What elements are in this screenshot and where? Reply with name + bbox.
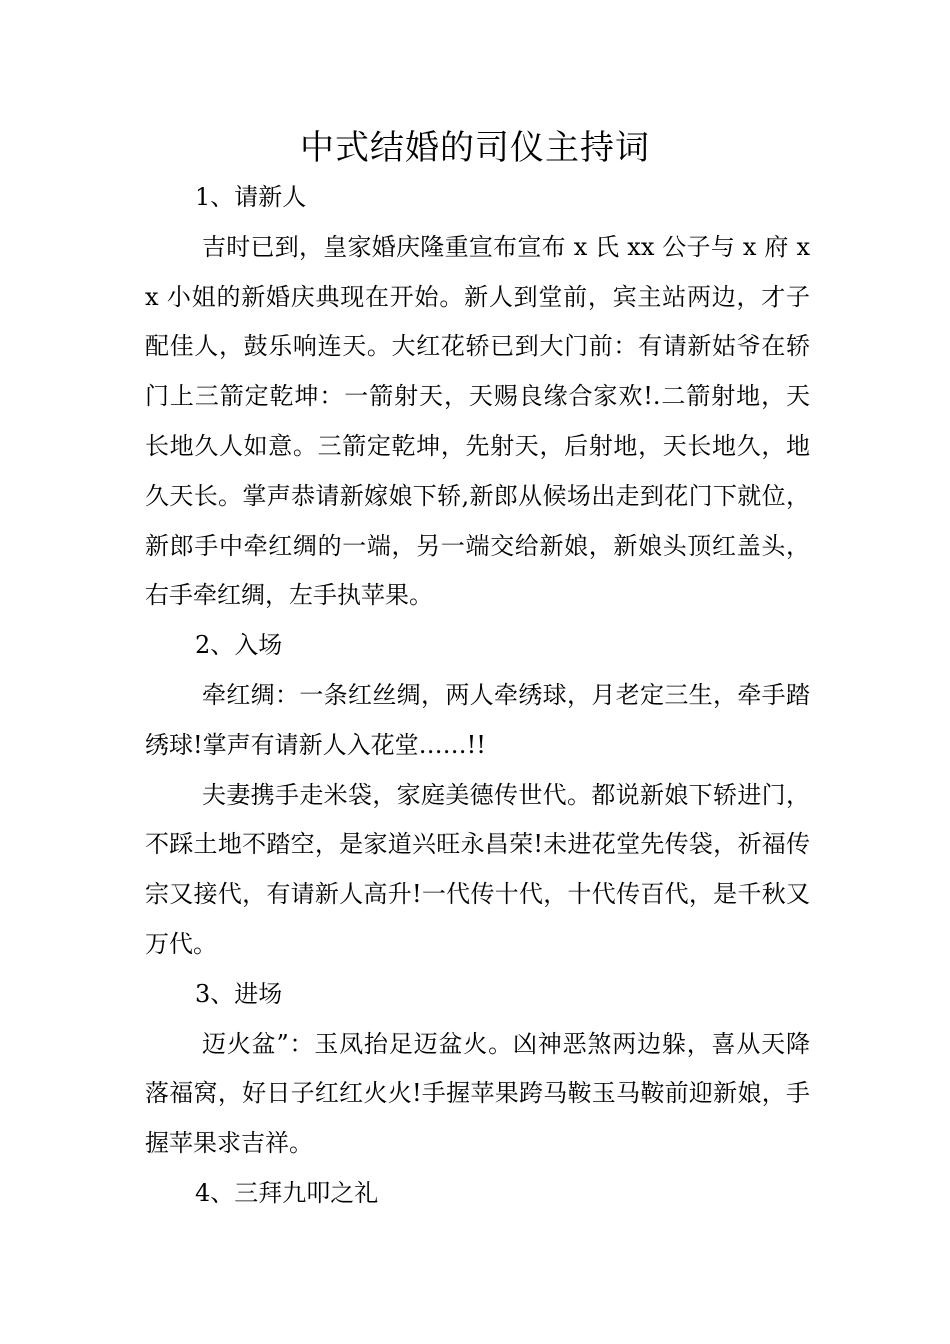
document-title: 中式结婚的司仪主持词 [300,128,650,168]
section-heading-2: 2、入场 [195,631,283,660]
paragraph-2-2: 夫妻携手走米袋，家庭美德传世代。都说新娘下轿进门，不踩土地不踏空，是家道兴旺永昌荣!未进花堂先传袋，祈福传宗又接代，有请新人高升!一代传十代，十代传百代，是千秋又万代。 [145,780,810,958]
section-heading-3: 3、进场 [195,979,283,1008]
document-body [145,173,810,1219]
paragraph-2-1: 牵红绸：一条红丝绸，两人牵绣球，月老定三生，牵手踏绣球!掌声有请新人入花堂……!! [145,680,810,759]
paragraph-3-1: 迈火盆”：玉凤抬足迈盆火。凶神恶煞两边躲，喜从天降落福窝，好日子红红火火!手握苹果跨马鞍玉马鞍前迎新娘，手握苹果求吉祥。 [145,1029,810,1158]
section-heading-4: 4、三拜九叩之礼 [195,1178,379,1207]
paragraph-1-1: 吉时已到，皇家婚庆隆重宣布宣布 x 氏 xx 公子与 x 府 xx 小姐的新婚庆典现在开始。新人到堂前，宾主站两边，才子配佳人，鼓乐响连天。大红花轿已到大门前：有请新姑爷在轿门上三箭定乾坤：一箭射天，天赐良缘合家欢!.二箭射地，天长地久人如意。三箭定乾坤，先射天，后射地，天长地久，地久天长。掌声恭请新嫁娘下轿,新郎从候场出走到花门下就位，新郎手中牵红绸的一端，另一端交给新娘，新娘头顶红盖头，右手牵红绸，左手执苹果。 [145,232,810,610]
section-heading-1: 1、请新人 [195,183,307,211]
